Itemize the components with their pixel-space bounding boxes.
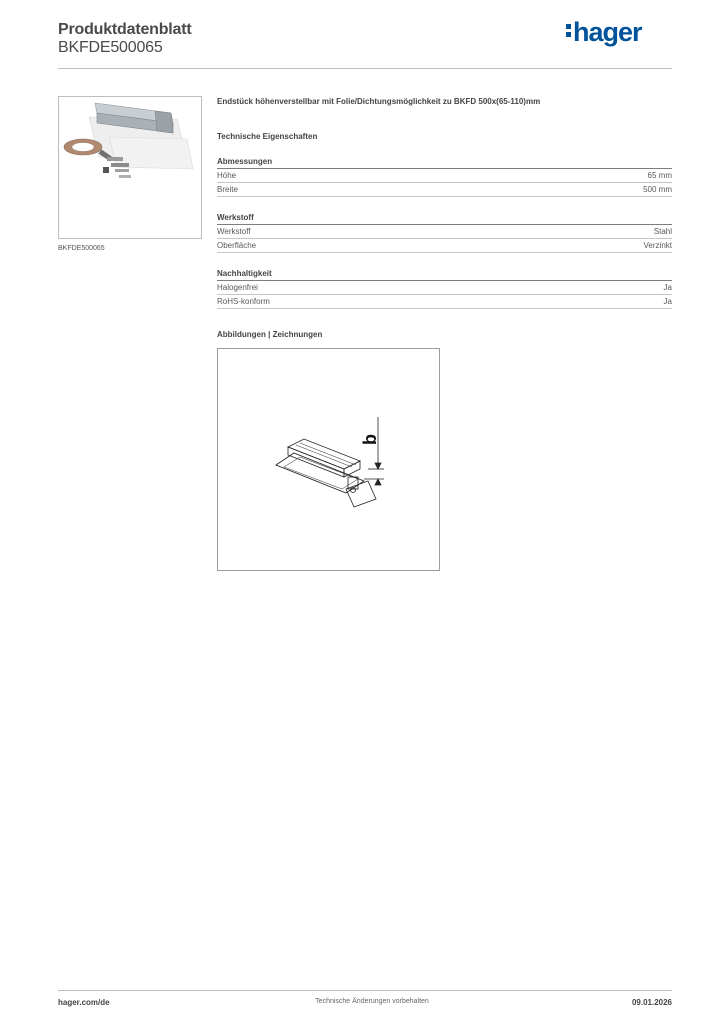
page-title: Produktdatenblatt — [58, 21, 192, 38]
spec-label: Höhe — [217, 171, 237, 180]
image-caption: BKFDE500065 — [58, 245, 105, 252]
footer-date: 09.01.2026 — [631, 998, 672, 1007]
footer-notice: Technische Änderungen vorbehalten — [315, 998, 429, 1005]
spec-label: Breite — [217, 185, 238, 194]
group-dimensions — [217, 156, 672, 197]
logo-text: hager — [573, 17, 642, 47]
header-divider — [58, 68, 672, 69]
product-description: Endstück höhenverstellbar mit Folie/Dichtungsmöglichkeit zu BKFD 500x(65-110)mm — [217, 97, 541, 106]
spec-row — [217, 169, 672, 183]
spec-value: 65 mm — [647, 171, 672, 180]
footer-website-link[interactable]: hager.com/de — [58, 998, 110, 1007]
spec-label: Werkstoff — [217, 227, 251, 236]
group-sustainability — [217, 268, 672, 309]
drawings-title: Abbildungen | Zeichnungen — [217, 330, 323, 339]
technical-drawing — [217, 348, 440, 571]
spec-label: Oberfläche — [217, 241, 257, 250]
group-material — [217, 212, 672, 253]
dimension-label: b — [360, 434, 380, 445]
group-title: Abmessungen — [217, 156, 672, 169]
spec-row — [217, 295, 672, 309]
spec-row — [217, 239, 672, 253]
spec-label: Halogenfrei — [217, 283, 258, 292]
article-number: BKFDE500065 — [58, 39, 163, 56]
spec-label: RoHS-konform — [217, 297, 270, 306]
product-details — [217, 96, 672, 571]
hager-logo — [566, 17, 642, 48]
spec-value: Verzinkt — [643, 241, 672, 250]
group-title: Werkstoff — [217, 212, 672, 225]
logo-dots-icon — [566, 21, 571, 40]
spec-value: Ja — [663, 297, 672, 306]
spec-value: 500 mm — [643, 185, 672, 194]
footer-divider — [58, 990, 672, 991]
spec-row — [217, 281, 672, 295]
spec-row — [217, 183, 672, 197]
product-image — [58, 96, 202, 239]
product-photo-icon — [59, 97, 201, 238]
tech-section-title: Technische Eigenschaften — [217, 132, 318, 141]
spec-row — [217, 225, 672, 239]
group-title: Nachhaltigkeit — [217, 268, 672, 281]
spec-value: Ja — [663, 283, 672, 292]
spec-value: Stahl — [653, 227, 672, 236]
technical-drawing-icon — [218, 349, 439, 570]
